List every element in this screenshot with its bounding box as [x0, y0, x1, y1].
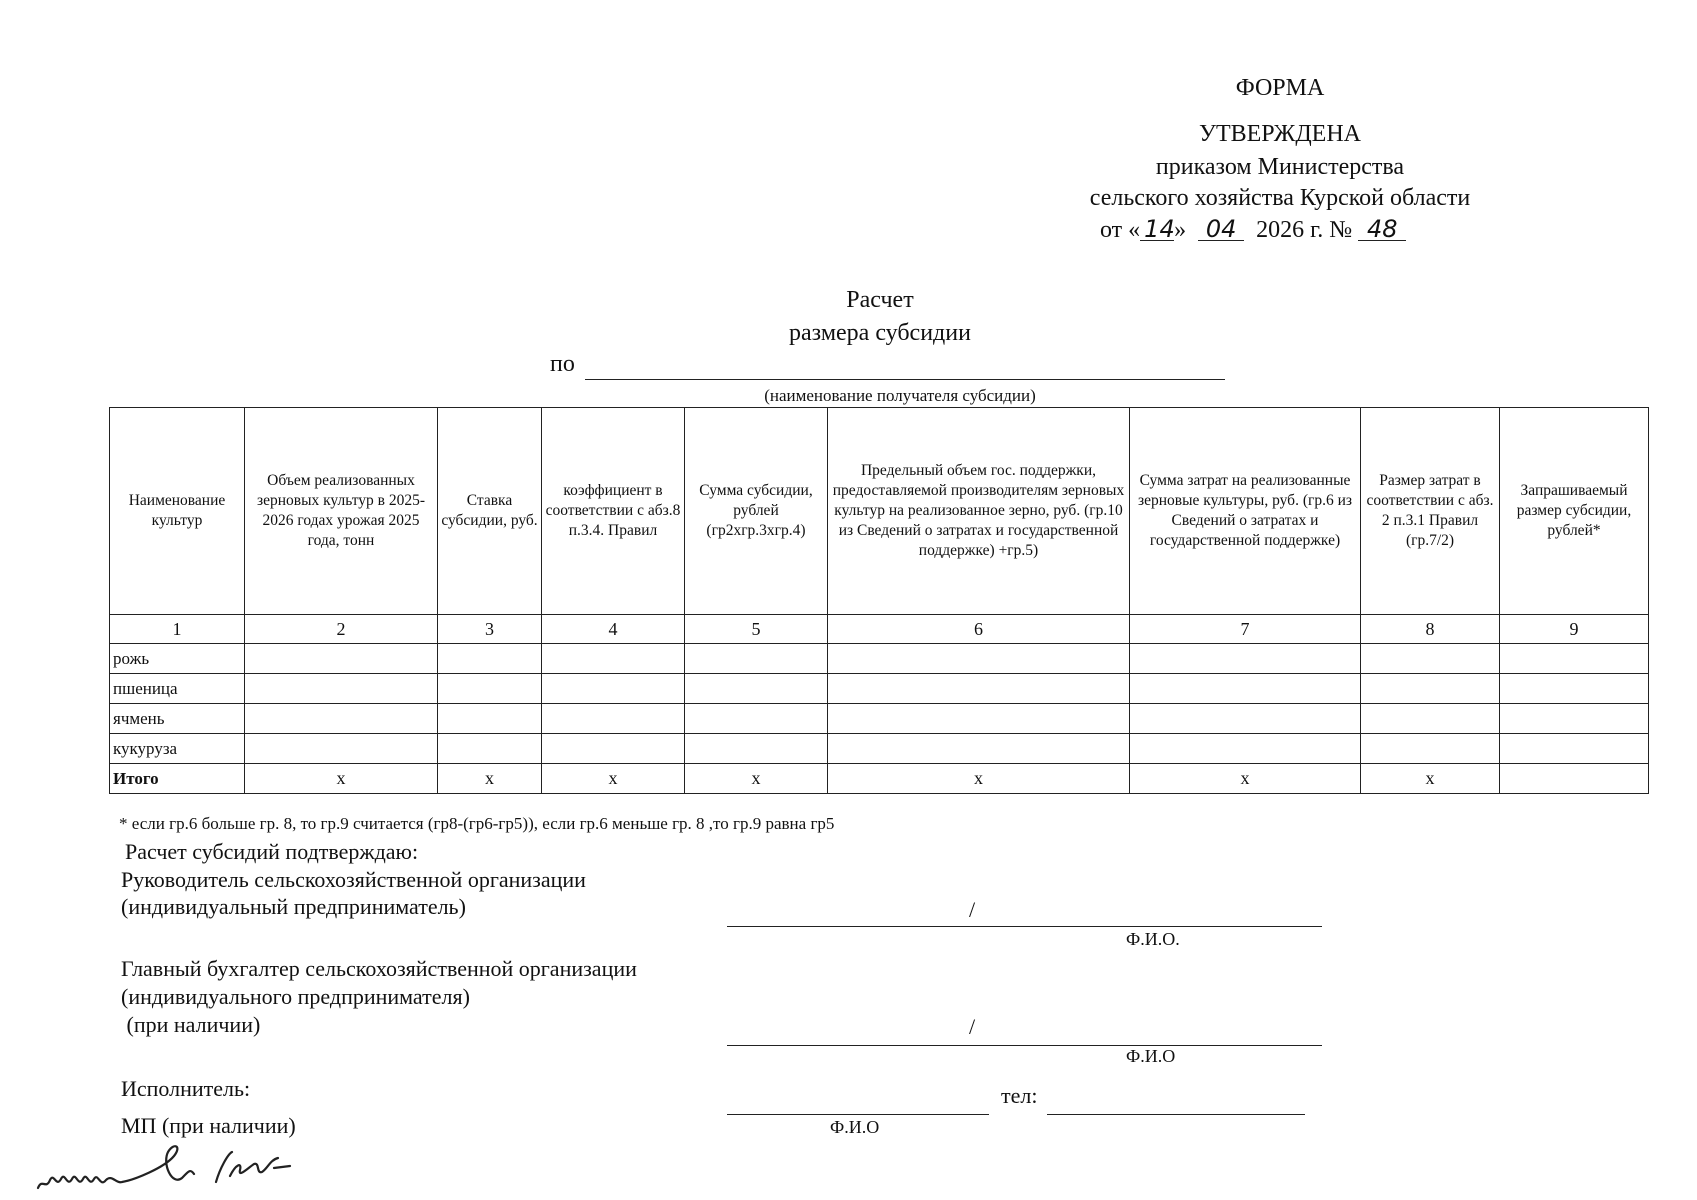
total-row [110, 764, 1649, 794]
header-cell: Предельный объем гос. поддержки, предоставляемой производителям зерновых культур на реализованное зерно, руб. (гр.10 из Сведений о затратах и государственной поддержке) +гр.5) [828, 408, 1130, 615]
data-cell[interactable] [542, 734, 685, 764]
subsidy-table [109, 407, 1649, 794]
header-cell: Запрашиваемый размер субсидии, рублей* [1500, 408, 1649, 615]
column-number: 2 [245, 615, 438, 644]
recipient-caption: (наименование получателя субсидии) [764, 386, 1036, 405]
executor-label: Исполнитель: [121, 1076, 251, 1101]
data-cell[interactable] [542, 644, 685, 674]
data-cell[interactable] [1361, 674, 1500, 704]
column-number: 9 [1500, 615, 1649, 644]
total-cell: х [685, 764, 828, 794]
head-label-line2: (индивидуальный предприниматель) [121, 894, 466, 919]
data-cell[interactable] [1361, 644, 1500, 674]
header-cell: коэффициент в соответствии с абз.8 п.3.4. Правил [542, 408, 685, 615]
data-cell[interactable] [1130, 734, 1361, 764]
data-cell[interactable] [542, 704, 685, 734]
column-number: 1 [110, 615, 245, 644]
executor-name-line[interactable] [727, 1084, 989, 1115]
data-cell[interactable] [542, 674, 685, 704]
column-number: 4 [542, 615, 685, 644]
date-day: 14 [1140, 218, 1174, 241]
crop-name: ячмень [110, 704, 245, 734]
date-year: 2026 г. № [1256, 217, 1353, 243]
data-cell[interactable] [245, 674, 438, 704]
data-cell[interactable] [438, 704, 542, 734]
doc-title: Расчет [846, 287, 914, 313]
handwritten-signature [34, 1138, 294, 1198]
column-number: 5 [685, 615, 828, 644]
accountant-label-line2: (индивидуального предпринимателя) [121, 984, 470, 1009]
header-cell: Сумма субсидии, рублей (гр2хгр.3хгр.4) [685, 408, 828, 615]
approved-order-date [1100, 214, 1520, 246]
approved-label: УТВЕРЖДЕНА [1198, 121, 1362, 147]
data-cell[interactable] [1500, 674, 1649, 704]
data-cell[interactable] [1500, 734, 1649, 764]
tel-line[interactable] [1047, 1084, 1305, 1115]
data-cell[interactable] [685, 734, 828, 764]
fio-caption: Ф.И.О [1126, 1046, 1176, 1066]
table-row [110, 674, 1649, 704]
total-cell: х [1130, 764, 1361, 794]
footnote: * если гр.6 больше гр. 8, то гр.9 считается (гр8-(гр6-гр5)), если гр.6 меньше гр. 8 ,то гр.9 равна гр5 [119, 814, 835, 833]
data-cell[interactable] [1500, 644, 1649, 674]
crop-name: рожь [110, 644, 245, 674]
accountant-label-line3: (при наличии) [121, 1012, 261, 1037]
total-cell: х [245, 764, 438, 794]
table-header-row [110, 408, 1649, 615]
tel-label: тел: [1001, 1083, 1038, 1108]
fio-caption: Ф.И.О. [1126, 929, 1180, 949]
stamp-label: МП (при наличии) [121, 1113, 296, 1138]
accountant-label-line1: Главный бухгалтер сельскохозяйственной организации [121, 956, 637, 981]
data-cell[interactable] [1130, 674, 1361, 704]
data-cell[interactable] [1130, 644, 1361, 674]
header-cell: Размер затрат в соответствии с абз. 2 п.3.1 Правил (гр.7/2) [1361, 408, 1500, 615]
confirm-label: Расчет субсидий подтверждаю: [125, 839, 419, 864]
recipient-name-line[interactable] [585, 348, 1225, 380]
fio-caption: Ф.И.О [830, 1117, 880, 1137]
accountant-signature-line[interactable] [727, 1015, 1322, 1046]
head-label-line1: Руководитель сельскохозяйственной организации [121, 867, 586, 892]
data-cell[interactable] [685, 644, 828, 674]
header-cell: Сумма затрат на реализованные зерновые культуры, руб. (гр.6 из Сведений о затратах и государственной поддержке) [1130, 408, 1361, 615]
header-cell: Ставка субсидии, руб. [438, 408, 542, 615]
crop-name: пшеница [110, 674, 245, 704]
total-cell: х [828, 764, 1130, 794]
data-cell[interactable] [828, 674, 1130, 704]
po-label: по [550, 351, 575, 377]
data-cell[interactable] [1361, 704, 1500, 734]
data-cell[interactable] [438, 644, 542, 674]
data-cell[interactable] [828, 644, 1130, 674]
doc-subtitle: размера субсидии [789, 320, 971, 346]
form-label: ФОРМА [1235, 75, 1325, 101]
table-row [110, 734, 1649, 764]
total-cell: х [438, 764, 542, 794]
column-number: 3 [438, 615, 542, 644]
total-label: Итого [110, 764, 245, 794]
data-cell[interactable] [828, 734, 1130, 764]
column-number: 8 [1361, 615, 1500, 644]
header-cell: Объем реализованных зерновых культур в 2025-2026 годах урожая 2025 года, тонн [245, 408, 438, 615]
signature-slash: / [969, 897, 976, 922]
table-row [110, 644, 1649, 674]
column-number-row [110, 615, 1649, 644]
head-signature-line[interactable] [727, 896, 1322, 927]
total-requested-cell[interactable] [1500, 764, 1649, 794]
order-number: 48 [1358, 218, 1406, 241]
column-number: 7 [1130, 615, 1361, 644]
data-cell[interactable] [245, 704, 438, 734]
date-month: 04 [1198, 218, 1244, 241]
data-cell[interactable] [438, 674, 542, 704]
data-cell[interactable] [245, 644, 438, 674]
table-row [110, 704, 1649, 734]
total-cell: х [542, 764, 685, 794]
data-cell[interactable] [245, 734, 438, 764]
data-cell[interactable] [1130, 704, 1361, 734]
data-cell[interactable] [1361, 734, 1500, 764]
column-number: 6 [828, 615, 1130, 644]
data-cell[interactable] [828, 704, 1130, 734]
total-cell: х [1361, 764, 1500, 794]
date-prefix: от « [1100, 217, 1141, 243]
header-cell: Наименование культур [110, 408, 245, 615]
approved-order-line1: приказом Министерства [1155, 154, 1405, 180]
signature-slash: / [969, 1014, 976, 1039]
data-cell[interactable] [438, 734, 542, 764]
crop-name: кукуруза [110, 734, 245, 764]
data-cell[interactable] [685, 704, 828, 734]
date-quote: » [1174, 217, 1187, 243]
data-cell[interactable] [685, 674, 828, 704]
data-cell[interactable] [1500, 704, 1649, 734]
approved-order-line2: сельского хозяйства Курской области [1089, 185, 1471, 211]
